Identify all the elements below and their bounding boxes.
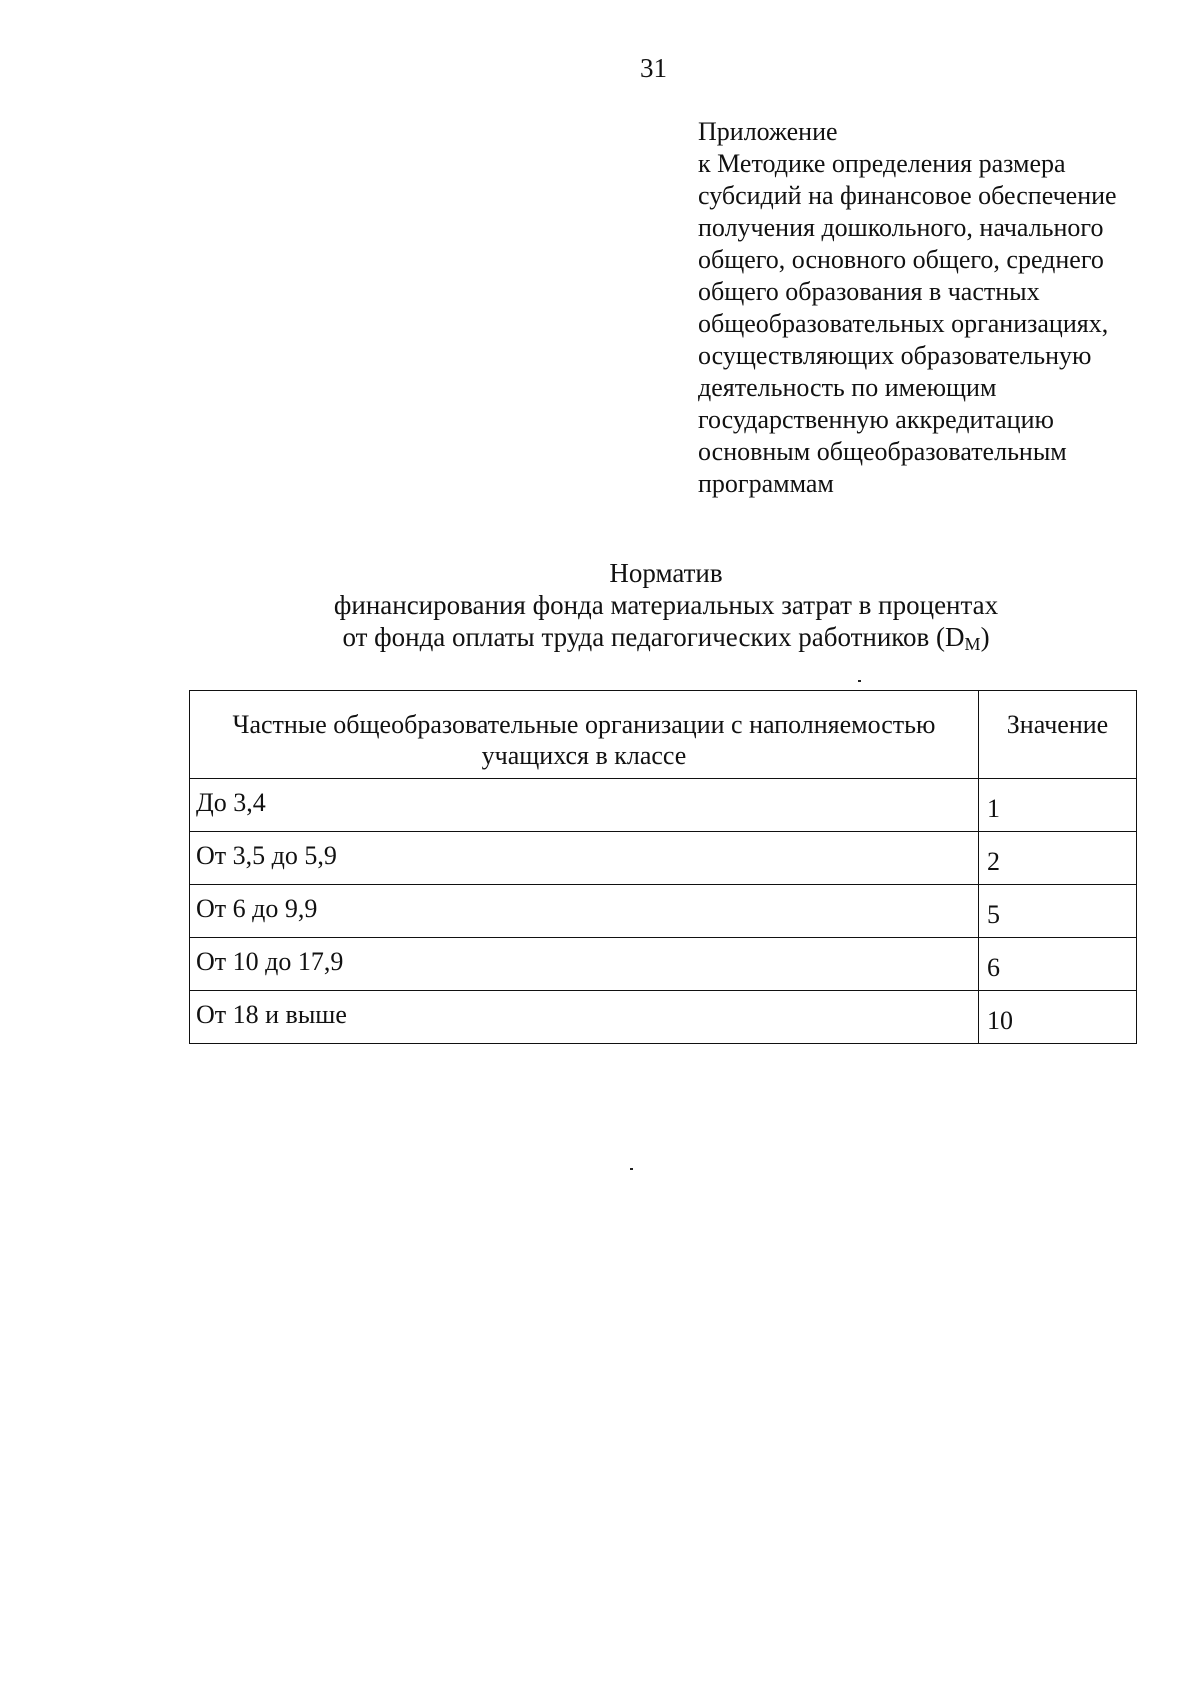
appendix-note: [698, 116, 1178, 500]
column-header-org: Частные общеобразовательные организации с наполняемостью учащихся в классе: [190, 691, 979, 779]
value-cell: 6: [979, 938, 1137, 991]
document-title: [0, 557, 1200, 660]
value-cell: 5: [979, 885, 1137, 938]
range-cell: От 3,5 до 5,9: [190, 832, 979, 885]
value-cell: 1: [979, 779, 1137, 832]
appendix-line: получения дошкольного, начального: [698, 213, 1104, 242]
appendix-line: Приложение: [698, 117, 838, 146]
column-header-value: Значение: [979, 691, 1137, 779]
title-line-2: финансирования фонда материальных затрат в процентах: [333, 590, 999, 620]
table-row: [190, 938, 1137, 991]
appendix-line: основным общеобразовательным: [698, 437, 1067, 466]
appendix-line: осуществляющих образовательную: [698, 341, 1092, 370]
page-number: 31: [640, 53, 667, 83]
appendix-line: государственную аккредитацию: [698, 405, 1054, 434]
scan-speck: [630, 1168, 633, 1170]
appendix-line: программам: [698, 469, 834, 498]
range-cell: До 3,4: [190, 779, 979, 832]
table-header-row: [190, 691, 1137, 779]
table-row: [190, 832, 1137, 885]
table-row: [190, 779, 1137, 832]
title-line-3-end: ): [980, 622, 990, 652]
range-cell: От 6 до 9,9: [190, 885, 979, 938]
appendix-line: субсидий на финансовое обеспечение: [698, 181, 1117, 210]
appendix-line: общего, основного общего, среднего: [698, 245, 1104, 274]
appendix-line: к Методике определения размера: [698, 149, 1066, 178]
value-cell: 2: [979, 832, 1137, 885]
scan-speck: [858, 680, 861, 682]
title-subscript: M: [964, 634, 981, 654]
value-cell: 10: [979, 991, 1137, 1044]
appendix-line: общего образования в частных: [698, 277, 1040, 306]
appendix-line: общеобразовательных организациях,: [698, 309, 1109, 338]
range-cell: От 10 до 17,9: [190, 938, 979, 991]
title-line-3: [0, 621, 1200, 660]
norm-table: [189, 690, 1137, 1044]
table-row: [190, 991, 1137, 1044]
title-line-3-text: от фонда оплаты труда педагогических работников (D: [342, 622, 965, 652]
range-cell: От 18 и выше: [190, 991, 979, 1044]
title-line-1: Норматив: [609, 558, 723, 588]
table-row: [190, 885, 1137, 938]
appendix-line: деятельность по имеющим: [698, 373, 997, 402]
